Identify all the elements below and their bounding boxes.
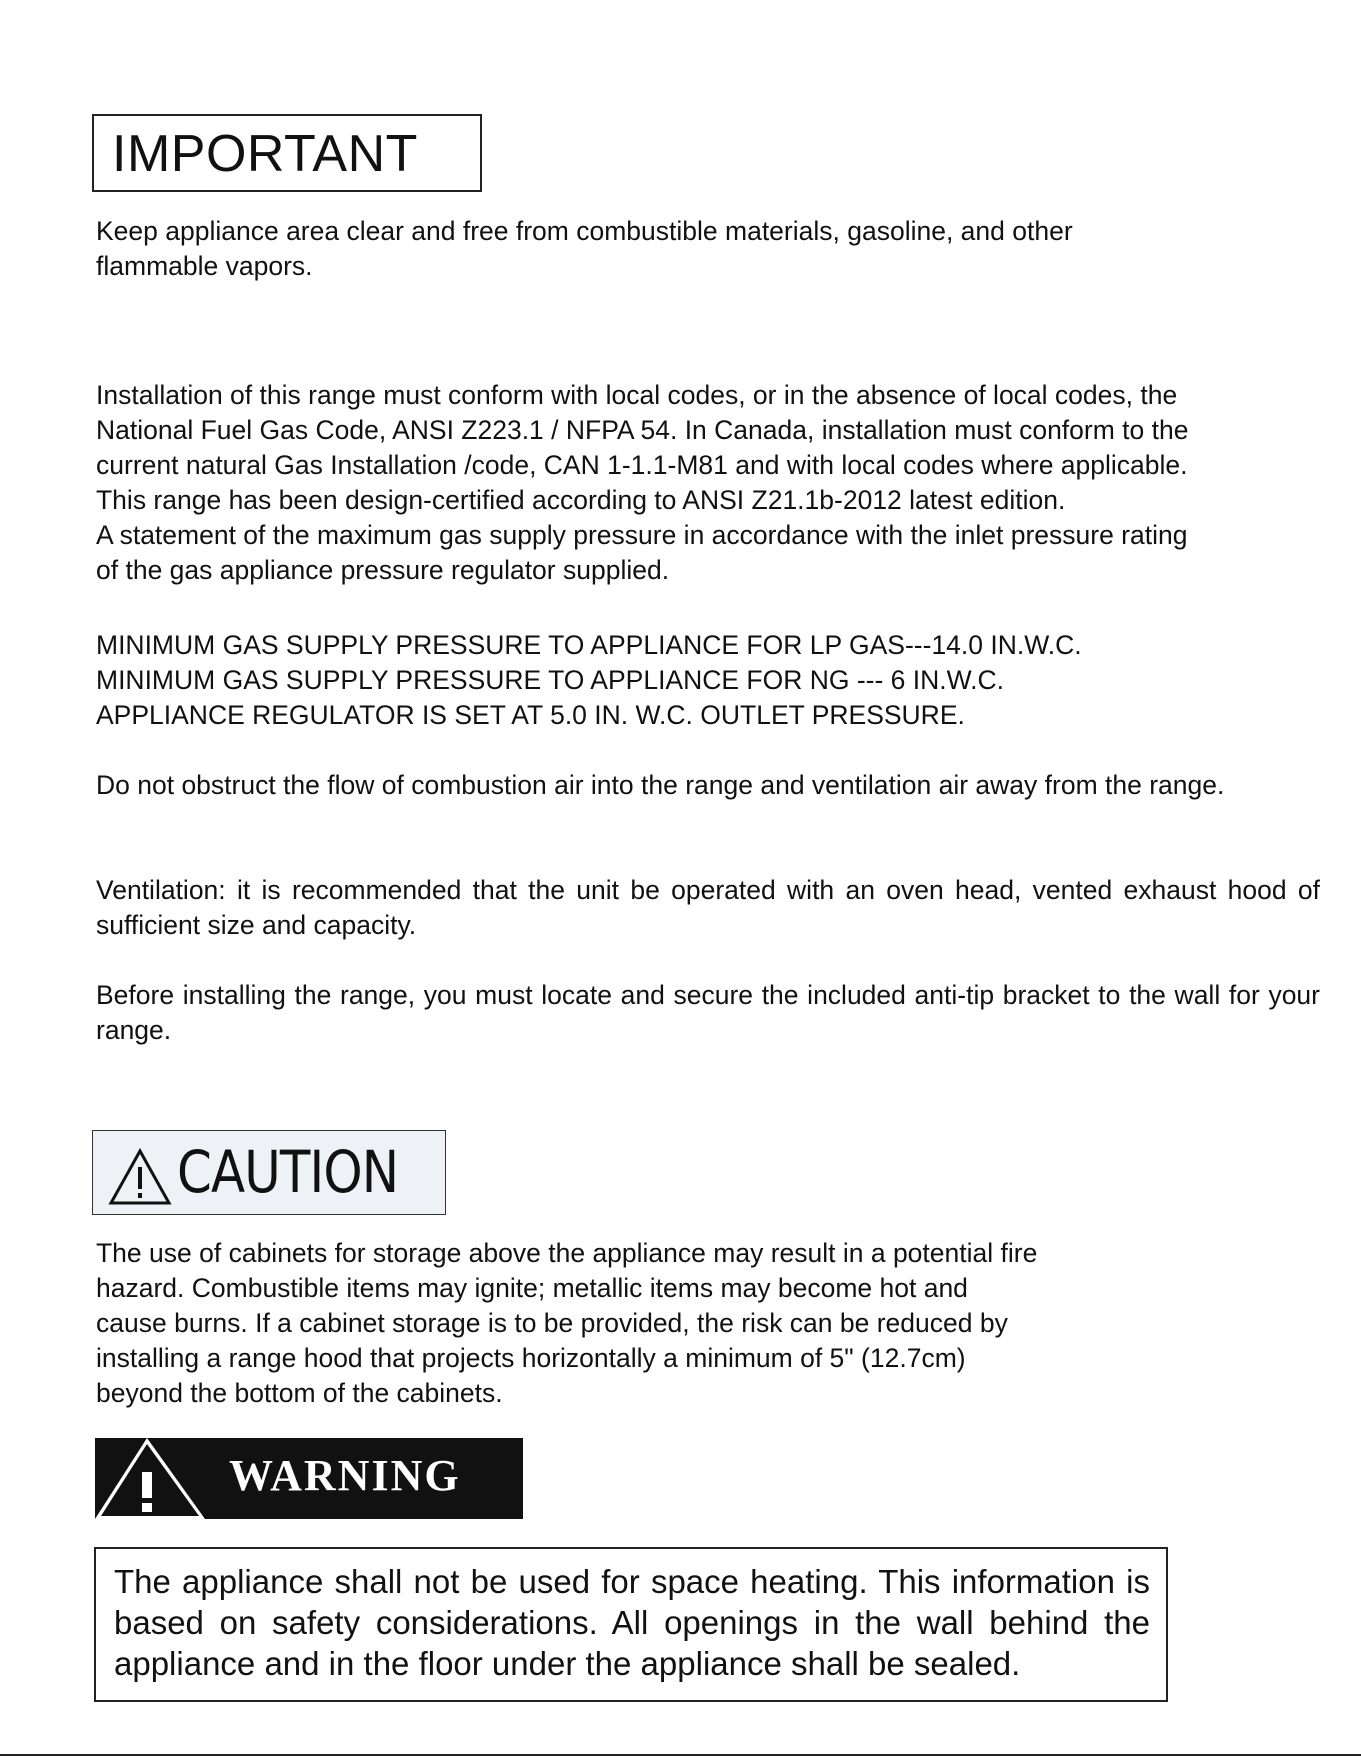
caution-label: CAUTION [177,1138,399,1206]
text-line: APPLIANCE REGULATOR IS SET AT 5.0 IN. W.C. OUTLET PRESSURE. [96,700,965,730]
important-heading-box [92,114,482,192]
bottom-divider [0,1754,1361,1756]
text-line: A statement of the maximum gas supply pressure in accordance with the inlet pressure rating [96,520,1188,550]
text-line: current natural Gas Installation /code, CAN 1-1.1-M81 and with local codes where applicable. [96,450,1188,480]
warning-text: The appliance shall not be used for space heating. This information is based on safety considerations. All openings in the wall behind the appliance and in the floor under the appliance shall be sealed. [114,1563,1150,1682]
text-line: installing a range hood that projects horizontally a minimum of 5" (12.7cm) [96,1343,966,1373]
warning-triangle-icon [107,1147,173,1207]
important-title: IMPORTANT [112,125,418,183]
text-line: This range has been design-certified according to ANSI Z21.1b-2012 latest edition. [96,485,1066,515]
warning-label: WARNING [229,1451,461,1500]
text-line: The use of cabinets for storage above the appliance may result in a potential fire [96,1238,1038,1268]
text-line: MINIMUM GAS SUPPLY PRESSURE TO APPLIANCE FOR LP GAS---14.0 IN.W.C. [96,630,1082,660]
caution-label-box [92,1130,446,1215]
warning-banner [95,1438,523,1519]
combustion-air-paragraph: Do not obstruct the flow of combustion air into the range and ventilation air away from the range. [96,770,1225,800]
text-line: flammable vapors. [96,251,313,281]
text-line: Installation of this range must conform with local codes, or in the absence of local codes, the [96,380,1178,410]
gas-pressure-paragraph [96,628,1320,733]
ventilation-paragraph: Ventilation: it is recommended that the unit be operated with an oven head, vented exhaust hood of sufficient size and capacity. [96,875,1320,940]
text-line: hazard. Combustible items may ignite; metallic items may become hot and [96,1273,968,1303]
text-line: Keep appliance area clear and free from combustible materials, gasoline, and other [96,216,1073,246]
caution-paragraph [96,1236,1320,1411]
warning-text-box [94,1547,1168,1702]
clearance-paragraph [96,214,1320,284]
text-line: MINIMUM GAS SUPPLY PRESSURE TO APPLIANCE FOR NG --- 6 IN.W.C. [96,665,1005,695]
anti-tip-paragraph: Before installing the range, you must locate and secure the included anti-tip bracket to the wall for your range. [96,980,1320,1045]
exclamation-icon [142,1472,152,1498]
installation-codes-paragraph [96,378,1320,588]
text-line: of the gas appliance pressure regulator supplied. [96,555,670,585]
text-line: National Fuel Gas Code, ANSI Z223.1 / NFPA 54. In Canada, installation must conform to the [96,415,1189,445]
text-line: beyond the bottom of the cabinets. [96,1378,503,1408]
text-line: cause burns. If a cabinet storage is to be provided, the risk can be reduced by [96,1308,1008,1338]
